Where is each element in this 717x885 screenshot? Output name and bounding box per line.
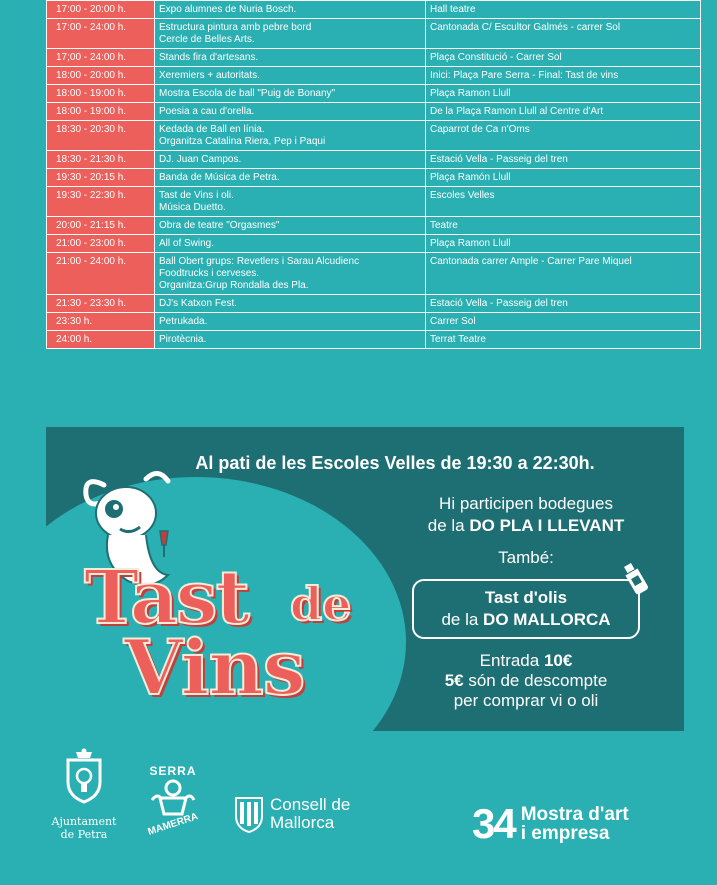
schedule-row — [47, 85, 701, 103]
schedule-time: 21:00 - 23:00 h. — [47, 235, 155, 253]
serra-mamerra-logo — [140, 764, 206, 838]
schedule-event: Obra de teatre "Orgasmes" — [155, 217, 426, 235]
ajuntament-crest-icon — [62, 748, 106, 806]
schedule-time: 19:30 - 22:30 h. — [47, 187, 155, 217]
schedule-event: Petrukada. — [155, 313, 426, 331]
consell-name — [270, 796, 350, 832]
schedule-time: 20:00 - 21:15 h. — [47, 217, 155, 235]
schedule-row — [47, 49, 701, 67]
schedule-event: Banda de Música de Petra. — [155, 169, 426, 187]
olis-line1 — [414, 587, 638, 609]
schedule-row — [47, 67, 701, 85]
schedule-table — [46, 0, 701, 349]
bodegues-do: DO PLA I LLEVANT — [469, 516, 625, 535]
schedule-row — [47, 187, 701, 217]
mostra-line1: Mostra d'art — [520, 804, 629, 825]
schedule-row — [47, 151, 701, 169]
logo-vins: Vins — [124, 623, 305, 712]
schedule-time: 21:30 - 23:30 h. — [47, 295, 155, 313]
schedule-event: Stands fira d'artesans. — [155, 49, 426, 67]
ajuntament-line1: Ajuntament — [51, 815, 117, 828]
schedule-row — [47, 103, 701, 121]
schedule-time: 18:30 - 21:30 h. — [47, 151, 155, 169]
schedule-place: Caparrot de Ca n'Oms — [426, 121, 701, 151]
logo-de: de — [290, 577, 352, 631]
schedule-row — [47, 313, 701, 331]
schedule-time: 17;00 - 24:00 h. — [47, 49, 155, 67]
serra-bottom: MAMERRA — [146, 811, 200, 838]
schedule-event: Mostra Escola de ball "Puig de Bonany" — [155, 85, 426, 103]
mostra-line2: i empresa — [520, 823, 610, 844]
schedule-event: Ball Obert grups: Revetlers i Sarau Alcudienc Foodtrucks i cerveses. Organitza:Grup Rondalla des Pla. — [155, 253, 426, 295]
entrada-line — [396, 651, 656, 671]
promo-headline: Al pati de les Escoles Velles de 19:30 a 22:30h. — [195, 453, 595, 473]
schedule-place: Inici: Plaça Pare Serra - Final: Tast de vins — [426, 67, 701, 85]
schedule-place: Estació Vella - Passeig del tren — [426, 151, 701, 169]
descompte-amount: 5€ — [444, 671, 464, 690]
schedule-event: Kedada de Ball en línia. Organitza Catalina Riera, Pep i Paqui — [155, 121, 426, 151]
schedule-row — [47, 121, 701, 151]
schedule-event: Tast de Vins i oli. Música Duetto. — [155, 187, 426, 217]
schedule-place: Terrat Teatre — [426, 331, 701, 349]
olis-do: DO MALLORCA — [483, 610, 611, 629]
schedule-time: 24:00 h. — [47, 331, 155, 349]
schedule-place: Teatre — [426, 217, 701, 235]
serra-top: SERRA — [149, 764, 197, 778]
schedule-place: Cantonada C/ Escultor Galmés - carrer Sol — [426, 19, 701, 49]
descompte-line — [396, 671, 656, 691]
schedule-time: 17:00 - 24:00 h. — [47, 19, 155, 49]
schedule-row — [47, 253, 701, 295]
schedule-place: Plaça Constitució - Carrer Sol — [426, 49, 701, 67]
schedule-event: Pirotècnia. — [155, 331, 426, 349]
schedule-time: 23:30 h. — [47, 313, 155, 331]
consell-logo — [234, 794, 350, 834]
schedule-place: Plaça Ramón Llull — [426, 169, 701, 187]
oil-bottle-icon — [620, 561, 650, 595]
schedule-place: De la Plaça Ramon Llull al Centre d'Art — [426, 103, 701, 121]
entrada-label: Entrada — [479, 651, 544, 670]
schedule-event: Poesia a cau d'orella. — [155, 103, 426, 121]
schedule-event: Estructura pintura amb pebre bord Cercle de Belles Arts. — [155, 19, 426, 49]
consell-crest-icon — [234, 794, 264, 834]
entrada-block — [396, 651, 656, 711]
descompte-line2: per comprar vi o oli — [453, 691, 599, 710]
schedule-place: Carrer Sol — [426, 313, 701, 331]
olis-box — [412, 579, 640, 639]
schedule-row — [47, 295, 701, 313]
ajuntament-line2: de Petra — [60, 828, 108, 841]
olis-line2-pre: de la — [441, 610, 484, 629]
schedule-time: 17:00 - 20:00 h. — [47, 1, 155, 19]
schedule-event: Expo alumnes de Nuria Bosch. — [155, 1, 426, 19]
mostra-logo — [472, 800, 629, 848]
schedule-event: All of Swing. — [155, 235, 426, 253]
tast-de-vins-panel — [46, 427, 684, 731]
schedule-time: 19:30 - 20:15 h. — [47, 169, 155, 187]
mostra-number: 34 — [472, 800, 515, 847]
schedule-place: Estació Vella - Passeig del tren — [426, 295, 701, 313]
bodegues-line1: Hi participen bodegues — [439, 494, 613, 513]
schedule-event: DJ's Katxon Fest. — [155, 295, 426, 313]
schedule-time: 18:30 - 20:30 h. — [47, 121, 155, 151]
schedule-place: Cantonada carrer Ample - Carrer Pare Miquel — [426, 253, 701, 295]
tambe-label: També: — [498, 548, 554, 567]
consell-line2: Mallorca — [270, 813, 335, 832]
bodegues-line2-pre: de la — [427, 516, 470, 535]
olis-line2 — [414, 609, 638, 631]
schedule-row — [47, 169, 701, 187]
schedule-body — [47, 1, 701, 349]
mostra-name — [521, 805, 629, 843]
schedule-row — [47, 19, 701, 49]
olis-title: Tast d'olis — [484, 588, 568, 607]
schedule-place: Escoles Velles — [426, 187, 701, 217]
entrada-price: 10€ — [543, 651, 573, 670]
schedule-time: 21:00 - 24:00 h. — [47, 253, 155, 295]
schedule-time: 18:00 - 20:00 h. — [47, 67, 155, 85]
bodegues-line2 — [396, 515, 656, 537]
schedule-row — [47, 1, 701, 19]
schedule-time: 18:00 - 19:00 h. — [47, 103, 155, 121]
descompte-rest: són de descompte — [463, 671, 608, 690]
logo-tast: Tast — [84, 555, 248, 641]
consell-line1: Consell de — [270, 795, 351, 814]
schedule-row — [47, 331, 701, 349]
schedule-place: Hall teatre — [426, 1, 701, 19]
schedule-place: Plaça Ramon Llull — [426, 235, 701, 253]
schedule-event: DJ. Juan Campos. — [155, 151, 426, 169]
ajuntament-name — [46, 815, 122, 841]
schedule-row — [47, 235, 701, 253]
schedule-time: 18:00 - 19:00 h. — [47, 85, 155, 103]
promo-info — [396, 493, 656, 711]
schedule-place: Plaça Ramon Llull — [426, 85, 701, 103]
schedule-event: Xeremiers + autoritats. — [155, 67, 426, 85]
ajuntament-logo — [46, 748, 122, 841]
schedule-row — [47, 217, 701, 235]
